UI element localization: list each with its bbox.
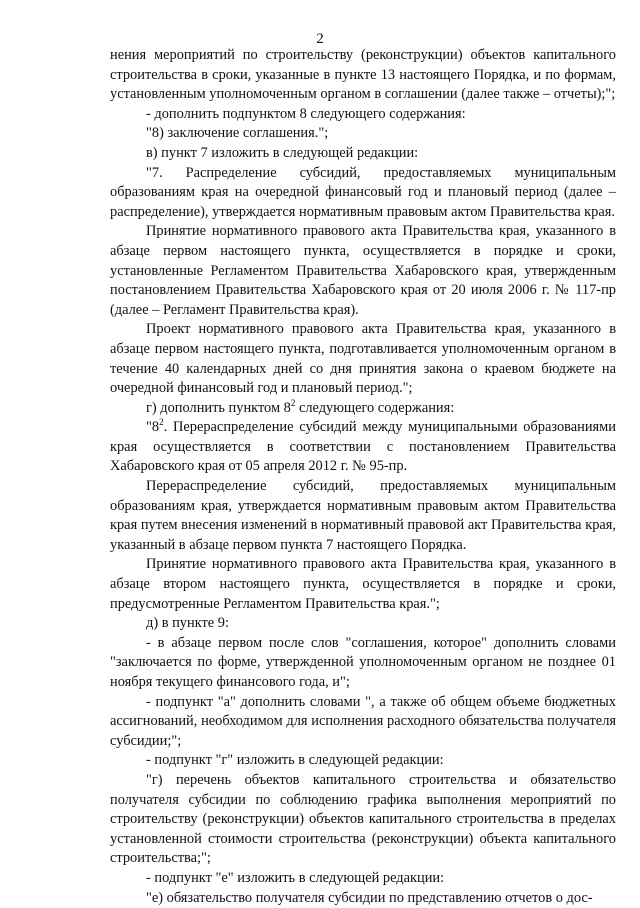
paragraph: в) пункт 7 изложить в следующей редакции: — [146, 144, 419, 161]
paragraph-with-superscript — [110, 399, 616, 419]
paragraph: Принятие нормативного правового акта Правительства края, указанного в абзаце втором настоящего пункта, осуществляется в порядке и сроки, предусмотренные Регламентом Правительства края."; — [110, 556, 616, 612]
paragraph: д) в пункте 9: — [146, 615, 229, 632]
paragraph: - дополнить подпунктом 8 следующего содержания: — [146, 105, 466, 122]
paragraph: - подпункт "е" изложить в следующей редакции: — [146, 869, 445, 886]
paragraph: Проект нормативного правового акта Правительства края, указанного в абзаце первом настоящего пункта, подготавливается уполномоченным органом в течение 40 календарных дней со дня принятия закона о краевом бюджете на очередной финансовый год и плановый период."; — [110, 321, 616, 397]
paragraph: нения мероприятий по строительству (реконструкции) объектов капитального строительства в сроки, указанные в пункте 13 настоящего Порядка, и по формам, установленным уполномоченным органом в соглашении (далее также – отчеты);"; — [110, 47, 616, 103]
superscript: 2 — [159, 417, 164, 428]
document-body — [110, 46, 616, 908]
paragraph: - подпункт "а" дополнить словами ", а также об общем объеме бюджетных ассигнований, необходимом для исполнения расходного обязательства получателя субсидии;"; — [110, 693, 616, 749]
paragraph-text: . Перераспределение субсидий между муниципальными образованиями края осуществляется в соответствии с постановлением Правительства Хабаровского края от 05 апреля 2012 г. № 95-пр. — [110, 419, 616, 475]
superscript: 2 — [290, 397, 296, 408]
paragraph: "7. Распределение субсидий, предоставляемых муниципальным образованиям края на очередной финансовый год и плановый период (далее – распределение), утверждается нормативным правовым актом Правительства края. — [110, 164, 616, 220]
paragraph-text: следующего содержания: — [295, 399, 455, 416]
paragraph: Перераспределение субсидий, предоставляемых муниципальным образованиям края, утверждается нормативным правовым актом Правительства края путем внесения изменений в нормативный правовой акт Правительства края, указанный в абзаце первом пункта 7 настоящего Порядка. — [110, 478, 616, 553]
page-number: 2 — [316, 31, 324, 47]
paragraph: - подпункт "г" изложить в следующей редакции: — [146, 752, 444, 769]
paragraph: "8) заключение соглашения."; — [146, 125, 329, 142]
paragraph: Принятие нормативного правового акта Правительства края, указанного в абзаце первом настоящего пункта, осуществляется в порядке и сроки, установленные Регламентом Правительства Хабаровского края, утвержденным постановлением Правительства Хабаровского края от 20 июля 2006 г. № 117-пр (далее – Регламент Правительства края). — [110, 223, 616, 318]
paragraph: - в абзаце первом после слов "соглашения, которое" дополнить словами "заключается по форме, утвержденной уполномоченным органом не позднее 01 ноября текущего финансового года, и"; — [110, 634, 616, 690]
paragraph-text: г) дополнить пунктом 8 — [146, 399, 291, 416]
paragraph-text: "8 — [146, 419, 160, 436]
paragraph: "е) обязательство получателя субсидии по представлению отчетов о дос- — [146, 889, 593, 906]
paragraph-with-superscript — [110, 418, 616, 477]
paragraph: "г) перечень объектов капитального строительства и обязательство получателя субсидии по соблюдению графика выполнения мероприятий по строительству (реконструкции) объектов капитального строительства в пределах установленной стоимости строительства (реконструкции) объекта капитального строительства;"; — [110, 771, 616, 867]
